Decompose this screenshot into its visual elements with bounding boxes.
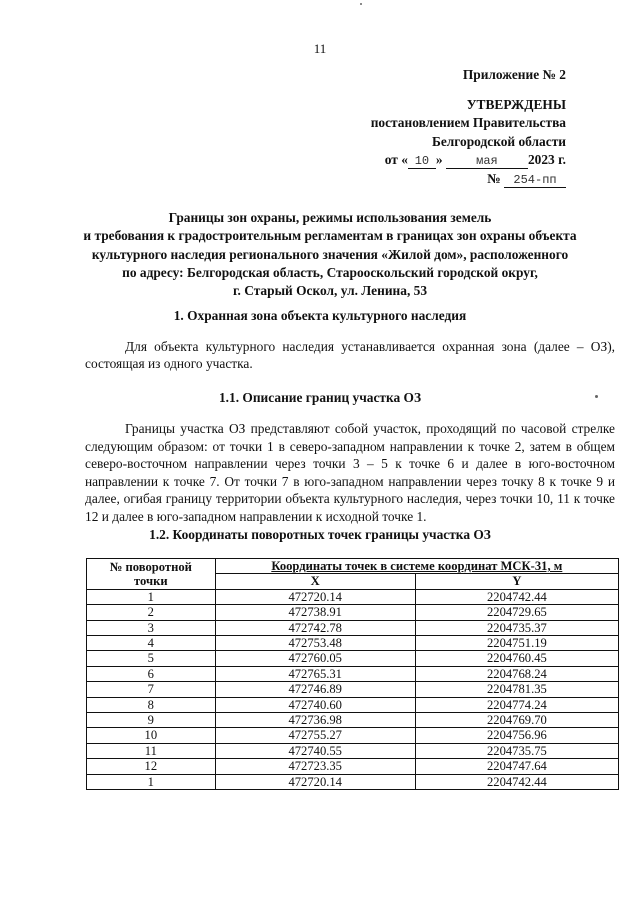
cell-x: 472742.78 <box>215 620 415 635</box>
cell-x: 472736.98 <box>215 713 415 728</box>
table-row <box>87 759 619 774</box>
cell-y: 2204729.65 <box>415 605 618 620</box>
approval-block <box>371 66 566 188</box>
approval-number <box>371 170 566 189</box>
coords-header-text: Координаты точек в системе координат МСК-31, м <box>271 559 563 573</box>
title-line-1: Границы зон охраны, режимы использования земель <box>168 210 492 225</box>
cell-x: 472720.14 <box>215 589 415 604</box>
section-1-paragraph <box>85 338 615 372</box>
cell-point: 4 <box>87 636 216 651</box>
table-row <box>87 589 619 604</box>
decree-number: 254-пп <box>504 173 566 188</box>
cell-y: 2204742.44 <box>415 589 618 604</box>
cell-x: 472740.60 <box>215 697 415 712</box>
column-header-coords <box>215 559 618 574</box>
cell-x: 472755.27 <box>215 728 415 743</box>
column-header-y: Y <box>415 574 618 589</box>
scan-speck <box>360 3 362 5</box>
cell-point: 10 <box>87 728 216 743</box>
cell-y: 2204774.24 <box>415 697 618 712</box>
cell-y: 2204781.35 <box>415 682 618 697</box>
title-line-5: г. Старый Оскол, ул. Ленина, 53 <box>232 283 428 299</box>
cell-x: 472738.91 <box>215 605 415 620</box>
date-mid: » <box>435 152 443 167</box>
cell-y: 2204747.64 <box>415 759 618 774</box>
section-1-2-heading: 1.2. Координаты поворотных точек границы участка ОЗ <box>149 527 491 542</box>
table-row <box>87 713 619 728</box>
table-row <box>87 682 619 697</box>
cell-y: 2204769.70 <box>415 713 618 728</box>
cell-y: 2204768.24 <box>415 666 618 681</box>
approval-line-2: Белгородской области <box>431 133 566 149</box>
section-1-heading: 1. Охранная зона объекта культурного наследия <box>173 308 467 323</box>
column-header-point-line-2: точки <box>134 573 168 588</box>
number-prefix: № <box>487 170 501 186</box>
scan-speck <box>595 395 598 398</box>
cell-point: 11 <box>87 743 216 758</box>
cell-y: 2204735.75 <box>415 743 618 758</box>
cell-x: 472760.05 <box>215 651 415 666</box>
table-row <box>87 697 619 712</box>
cell-x: 472740.55 <box>215 743 415 758</box>
date-day: 10 <box>408 154 436 169</box>
section-1-text: Для объекта культурного наследия устанавливается охранная зона (далее – ОЗ), состоящая из одного участка. <box>85 339 615 371</box>
column-header-x: X <box>215 574 415 589</box>
cell-point: 12 <box>87 759 216 774</box>
section-1-1-heading: 1.1. Описание границ участка ОЗ <box>218 390 422 405</box>
cell-point: 5 <box>87 651 216 666</box>
date-month: мая <box>446 154 528 169</box>
table-row <box>87 666 619 681</box>
section-1-1-text: Границы участка ОЗ представляют собой участок, проходящий по часовой стрелке следующим образом: от точки 1 в северо-западном направлении к точке 2, затем в общем северо-восточном направлении через точки 3 – 5 к точке 6 и далее в юго-восточном направлении к точке 7. От точки 7 в юго-западном направлении через точку 8 к точке 9 и далее, огибая границу территории объекта культурного наследия, через точки 10, 11 к точке 12 и далее в юго-западном направлении к исходной точке 1. <box>85 421 615 524</box>
cell-point: 1 <box>87 774 216 789</box>
cell-point: 7 <box>87 682 216 697</box>
cell-point: 3 <box>87 620 216 635</box>
cell-x: 472765.31 <box>215 666 415 681</box>
cell-x: 472746.89 <box>215 682 415 697</box>
coordinates-table <box>86 558 619 790</box>
cell-point: 8 <box>87 697 216 712</box>
cell-point: 2 <box>87 605 216 620</box>
page-number: 11 <box>313 41 327 56</box>
cell-x: 472753.48 <box>215 636 415 651</box>
cell-point: 9 <box>87 713 216 728</box>
date-year: 2023 г. <box>527 152 566 167</box>
title-line-2: и требования к градостроительным регламентам в границах зон охраны объекта <box>83 228 577 244</box>
cell-y: 2204751.19 <box>415 636 618 651</box>
column-header-point-line-1: № поворотной <box>109 559 192 574</box>
approval-date <box>371 151 566 170</box>
cell-y: 2204735.37 <box>415 620 618 635</box>
cell-x: 472723.35 <box>215 759 415 774</box>
table-row <box>87 728 619 743</box>
approved-label: УТВЕРЖДЕНЫ <box>466 96 566 112</box>
cell-y: 2204742.44 <box>415 774 618 789</box>
appendix-label: Приложение № 2 <box>462 67 566 82</box>
cell-x: 472720.14 <box>215 774 415 789</box>
cell-y: 2204756.96 <box>415 728 618 743</box>
approval-line-1: постановлением Правительства <box>370 115 566 130</box>
table-row <box>87 605 619 620</box>
table-row <box>87 651 619 666</box>
section-1-1-paragraph <box>85 420 615 526</box>
cell-point: 1 <box>87 589 216 604</box>
cell-point: 6 <box>87 666 216 681</box>
cell-y: 2204760.45 <box>415 651 618 666</box>
table-row <box>87 743 619 758</box>
document-title <box>70 209 590 300</box>
column-header-point <box>87 559 216 590</box>
title-line-3: культурного наследия регионального значения «Жилой дом», расположенного <box>91 246 569 262</box>
title-line-4: по адресу: Белгородская область, Старооскольский городской округ, <box>122 264 538 280</box>
table-row <box>87 620 619 635</box>
table-row <box>87 636 619 651</box>
date-prefix: от « <box>384 152 408 167</box>
table-row <box>87 774 619 789</box>
